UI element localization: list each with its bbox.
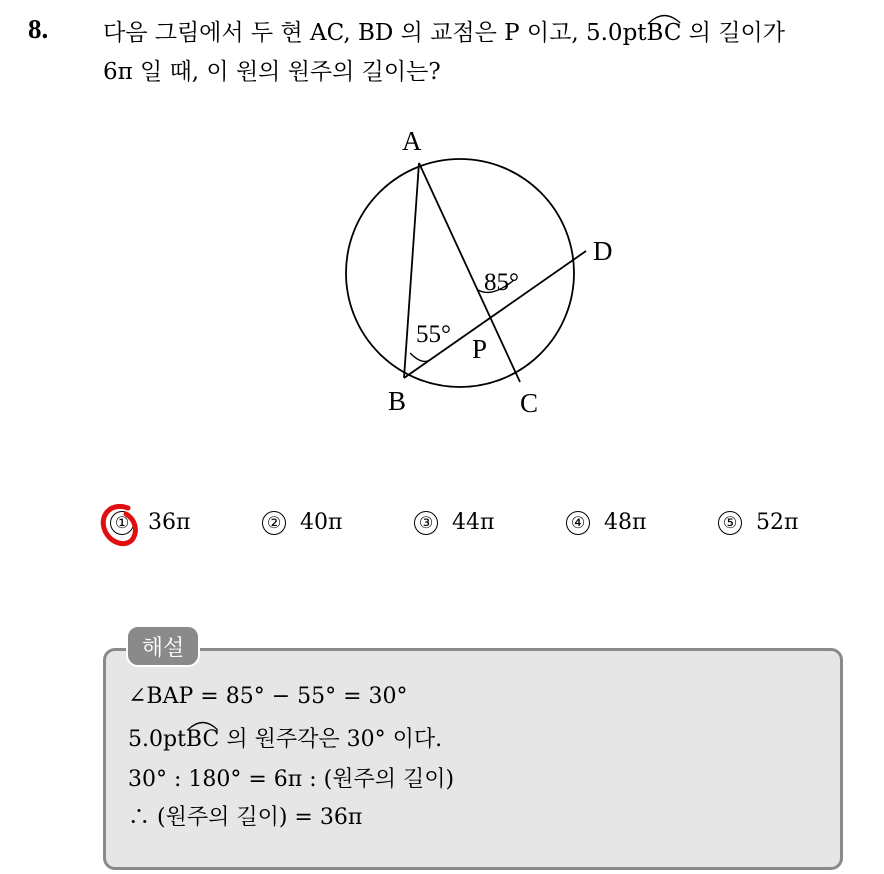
choice-value: 40π bbox=[300, 510, 343, 535]
label-d: D bbox=[593, 236, 613, 266]
choice-4[interactable] bbox=[566, 510, 646, 535]
choice-2[interactable] bbox=[262, 510, 342, 535]
label-c: C bbox=[520, 388, 539, 418]
solution-line-2-prefix: 5.0pt bbox=[128, 727, 186, 752]
arc-symbol bbox=[647, 12, 682, 24]
angle-55-label: 55° bbox=[416, 321, 451, 348]
question-number: 8. bbox=[28, 14, 49, 44]
angle-mark-b bbox=[410, 353, 430, 361]
choice-value: 36π bbox=[148, 510, 191, 535]
question-text-prefix: 다음 그림에서 두 현 AC, BD 의 교점은 P 이고, 5.0pt bbox=[103, 20, 647, 46]
solution-line-2-suffix: 의 원주각은 30° 이다. bbox=[219, 727, 443, 752]
choice-number: ① bbox=[110, 511, 134, 535]
choice-number: ④ bbox=[566, 511, 590, 535]
choice-5[interactable] bbox=[718, 510, 798, 535]
question-text-line-1 bbox=[103, 14, 785, 47]
solution-line-3: 30° : 180° = 6π : (원주의 길이) bbox=[128, 767, 455, 792]
solution-tag: 해설 bbox=[126, 625, 200, 667]
label-a: A bbox=[402, 126, 422, 156]
question-text-suffix: 의 길이가 bbox=[681, 20, 785, 46]
arc-bc-label: BC bbox=[186, 727, 219, 752]
choice-number: ⑤ bbox=[718, 511, 742, 535]
solution-line-1: ∠BAP = 85° − 55° = 30° bbox=[128, 684, 408, 709]
solution-box bbox=[103, 648, 843, 870]
arc-bc-label: BC bbox=[647, 20, 682, 46]
label-p: P bbox=[472, 334, 488, 364]
choice-value: 48π bbox=[604, 510, 647, 535]
angle-85-label: 85° bbox=[484, 269, 519, 296]
label-b: B bbox=[388, 386, 407, 416]
circle-figure bbox=[330, 120, 630, 430]
choice-number: ② bbox=[262, 511, 286, 535]
solution-line-2 bbox=[128, 722, 442, 753]
choice-value: 52π bbox=[756, 510, 799, 535]
choice-3[interactable] bbox=[414, 510, 494, 535]
solution-line-4: ∴ (원주의 길이) = 36π bbox=[128, 805, 363, 830]
choice-value: 44π bbox=[452, 510, 495, 535]
circle bbox=[346, 159, 574, 387]
arc-symbol bbox=[186, 719, 219, 731]
choice-number: ③ bbox=[414, 511, 438, 535]
question-text-line-2: 6π 일 때, 이 원의 원주의 길이는? bbox=[103, 59, 441, 85]
answer-circle-mark bbox=[98, 498, 144, 558]
